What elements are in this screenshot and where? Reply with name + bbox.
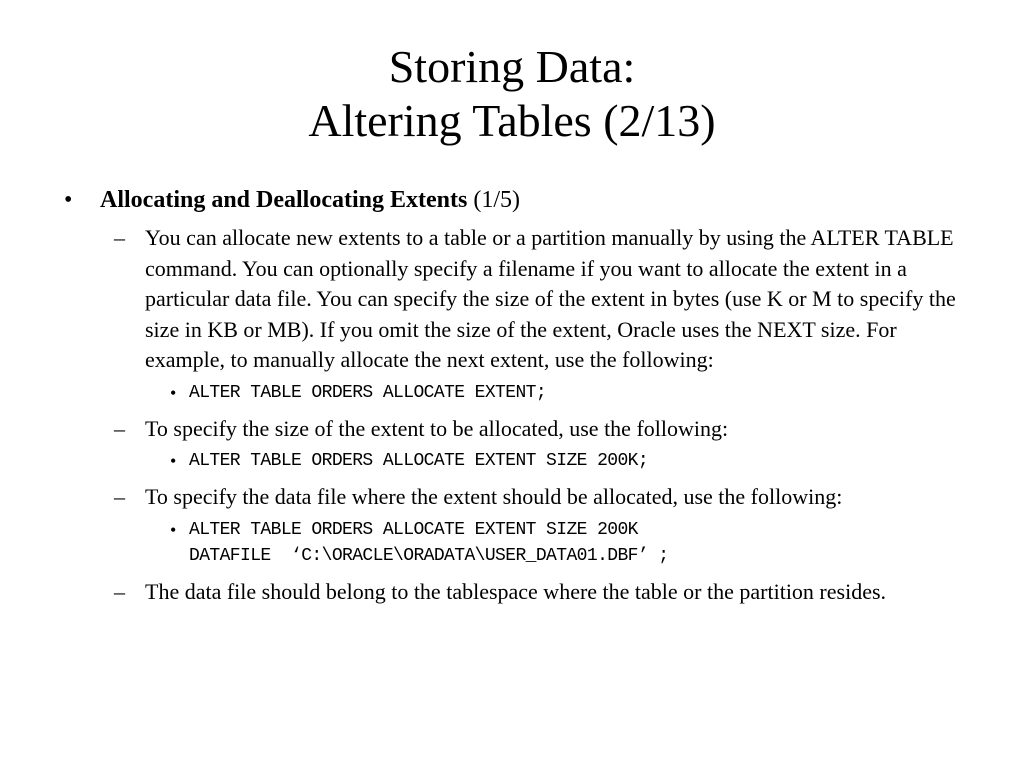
code-line: ALTER TABLE ORDERS ALLOCATE EXTENT SIZE 200K; xyxy=(189,451,649,471)
dash-marker: – xyxy=(114,225,125,250)
slide-content xyxy=(56,185,976,611)
code-line: DATAFILE ‘C:\ORACLE\ORADATA\USER_DATA01.DBF’ ; xyxy=(189,545,669,566)
code-item xyxy=(56,517,976,569)
dash-marker: – xyxy=(114,484,125,509)
bullet-item xyxy=(56,185,976,215)
sub-item xyxy=(56,577,975,608)
sub-item xyxy=(56,223,975,376)
sub-item-text: The data file should belong to the tablespace where the table or the partition resides. xyxy=(145,578,887,604)
sub-item-text: To specify the data file where the extent should be allocated, use the following: xyxy=(145,484,843,509)
bullet-heading: Allocating and Deallocating Extents xyxy=(100,187,468,213)
dot-marker: • xyxy=(170,382,176,403)
dot-marker: • xyxy=(170,519,176,540)
dash-marker: – xyxy=(114,578,125,604)
code-item xyxy=(56,380,976,406)
code-line: ALTER TABLE ORDERS ALLOCATE EXTENT SIZE 200K xyxy=(189,519,638,540)
dot-marker: • xyxy=(170,451,176,471)
title-line-2: Altering Tables (2/13) xyxy=(308,95,716,146)
sub-item-text: To specify the size of the extent to be allocated, use the following: xyxy=(145,415,729,441)
bullet-marker: • xyxy=(64,187,73,213)
slide-title xyxy=(0,40,1024,148)
code-item xyxy=(56,448,976,474)
title-line-1: Storing Data: xyxy=(388,41,636,92)
sub-item xyxy=(56,482,975,513)
dash-marker: – xyxy=(114,415,125,441)
sub-item-text: You can allocate new extents to a table or a partition manually by using the ALTER TABLE command. You can optionally specify a filename if you want to allocate the extent in a particular data file. You can specify the size of the extent in bytes (use K or M to specify the size in KB or MB). If you omit the size of the extent, Oracle uses the NEXT size. For example, to manually allocate the next extent, use the following: xyxy=(145,225,956,372)
sub-item xyxy=(56,414,975,445)
bullet-heading-suffix: (1/5) xyxy=(467,187,520,213)
code-line: ALTER TABLE ORDERS ALLOCATE EXTENT; xyxy=(189,382,547,403)
